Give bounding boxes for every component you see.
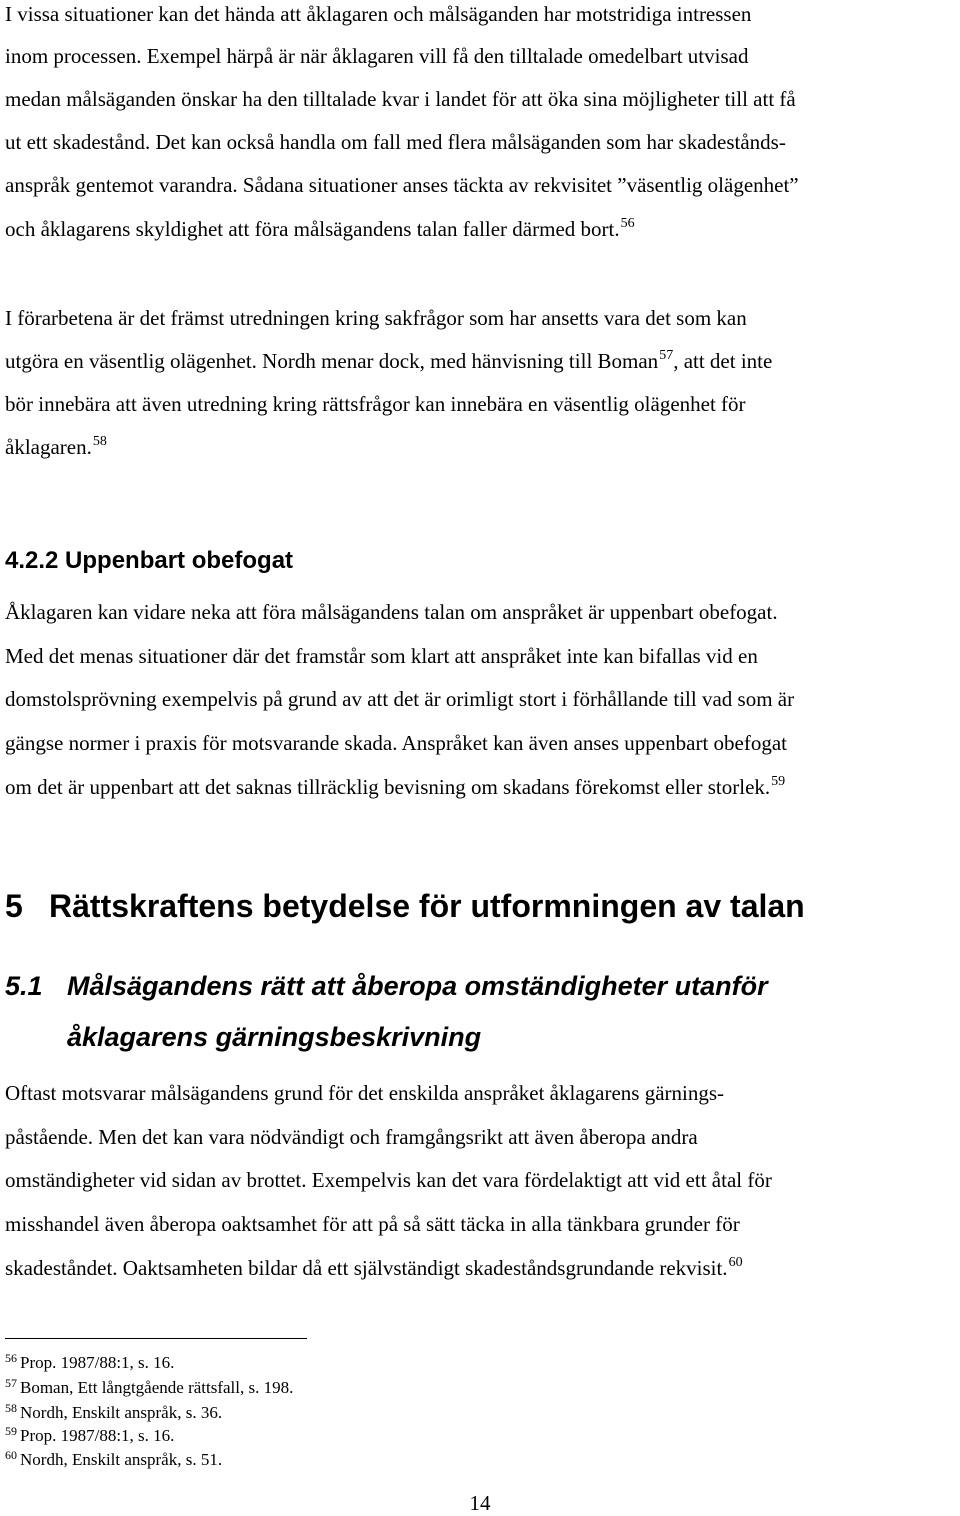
footnote-ref-60[interactable]: 60 — [728, 1255, 743, 1270]
footnote — [5, 1449, 222, 1472]
paragraph-line: misshandel även åberopa oaktsamhet för att på så sätt täcka in alla tänkbara grunder för — [5, 1212, 740, 1236]
paragraph-line: bör innebära att även utredning kring rättsfrågor kan innebära en väsentlig olägenhet för — [5, 392, 746, 416]
section-title-line: åklagarens gärningsbeskrivning — [67, 1022, 482, 1052]
line-text: , att det inte — [673, 349, 773, 373]
footnote-text: Nordh, Enskilt anspråk, s. 51. — [20, 1450, 223, 1469]
paragraph-line: inom processen. Exempel härpå är när åklagaren vill få den tilltalade omedelbart utvisad — [5, 44, 749, 68]
footnote-text: Boman, Ett långtgående rättsfall, s. 198. — [20, 1378, 294, 1397]
paragraph-line — [5, 1255, 743, 1285]
section-heading-4-2-2: 4.2.2 Uppenbart obefogat — [5, 547, 294, 574]
footnote-number: 56 — [5, 1351, 17, 1365]
footnote — [5, 1377, 293, 1400]
paragraph-line — [5, 348, 772, 378]
footnote-ref-59[interactable]: 59 — [771, 774, 786, 789]
paragraph-line: gängse normer i praxis för motsvarande skada. Anspråket kan även anses uppenbart obefogat — [5, 731, 787, 755]
line-text: åklagaren. — [5, 435, 92, 459]
footnote-text: Prop. 1987/88:1, s. 16. — [20, 1353, 175, 1372]
line-text: om det är uppenbart att det saknas tillräcklig bevisning om skadans förekomst eller storlek. — [5, 775, 771, 799]
paragraph-line: Oftast motsvarar målsägandens grund för det enskilda anspråket åklagarens gärnings- — [5, 1081, 725, 1105]
footnote-number: 60 — [5, 1448, 17, 1462]
footnote-text: Prop. 1987/88:1, s. 16. — [20, 1426, 175, 1445]
paragraph-line: ut ett skadestånd. Det kan också handla om fall med flera målsäganden som har skadestånds- — [5, 130, 786, 154]
paragraph-line: påstående. Men det kan vara nödvändigt och framgångsrikt att även åberopa andra — [5, 1125, 698, 1149]
footnote-number: 58 — [5, 1401, 17, 1415]
line-text: och åklagarens skyldighet att föra målsägandens talan faller därmed bort. — [5, 217, 620, 241]
paragraph-line — [5, 434, 107, 464]
section-title-line: Målsägandens rätt att åberopa omständigheter utanför — [67, 971, 768, 1001]
paragraph-line — [5, 774, 785, 804]
footnote-text: Nordh, Enskilt anspråk, s. 36. — [20, 1403, 223, 1422]
paragraph-line: Åklagaren kan vidare neka att föra målsägandens talan om anspråket är uppenbart obefogat. — [5, 600, 778, 624]
chapter-number: 5 — [5, 888, 23, 924]
footnote — [5, 1402, 222, 1425]
paragraph-line: medan målsäganden önskar ha den tilltalade kvar i landet för att öka sina möjligheter till att få — [5, 87, 796, 111]
footnote-ref-56[interactable]: 56 — [620, 216, 635, 231]
footnote-separator — [5, 1338, 307, 1339]
paragraph-line: I förarbetena är det främst utredningen kring sakfrågor som har ansetts vara det som kan — [5, 306, 747, 330]
footnote-ref-58[interactable]: 58 — [92, 434, 107, 449]
paragraph-line: domstolsprövning exempelvis på grund av att det är orimligt stort i förhållande till vad som är — [5, 687, 795, 711]
footnote — [5, 1425, 174, 1448]
section-number: 5.1 — [5, 971, 43, 1001]
line-text: utgöra en väsentlig olägenhet. Nordh menar dock, med hänvisning till Boman — [5, 349, 659, 373]
chapter-heading-5 — [5, 886, 805, 926]
paragraph-line — [5, 216, 635, 246]
paragraph-line: I vissa situationer kan det hända att åklagaren och målsäganden har motstridiga intressen — [5, 2, 752, 26]
paragraph-line: omständigheter vid sidan av brottet. Exempelvis kan det vara fördelaktigt att vid ett åtal för — [5, 1168, 772, 1192]
paragraph-line: Med det menas situationer där det framstår som klart att anspråket inte kan bifallas vid en — [5, 644, 758, 668]
line-text: skadeståndet. Oaktsamheten bildar då ett självständigt skadeståndsgrundande rekvisit. — [5, 1256, 728, 1280]
footnote-number: 57 — [5, 1376, 17, 1390]
page-number: 14 — [469, 1491, 491, 1515]
footnote — [5, 1352, 174, 1375]
section-heading-5-1 — [5, 969, 768, 1003]
footnote-ref-57[interactable]: 57 — [659, 348, 674, 363]
footnote-number: 59 — [5, 1424, 17, 1438]
section-heading-5-1-continued — [5, 1020, 481, 1054]
chapter-title: Rättskraftens betydelse för utformningen av talan — [49, 888, 805, 924]
paragraph-line: anspråk gentemot varandra. Sådana situationer anses täckta av rekvisitet ”väsentlig olägenhet” — [5, 173, 799, 197]
